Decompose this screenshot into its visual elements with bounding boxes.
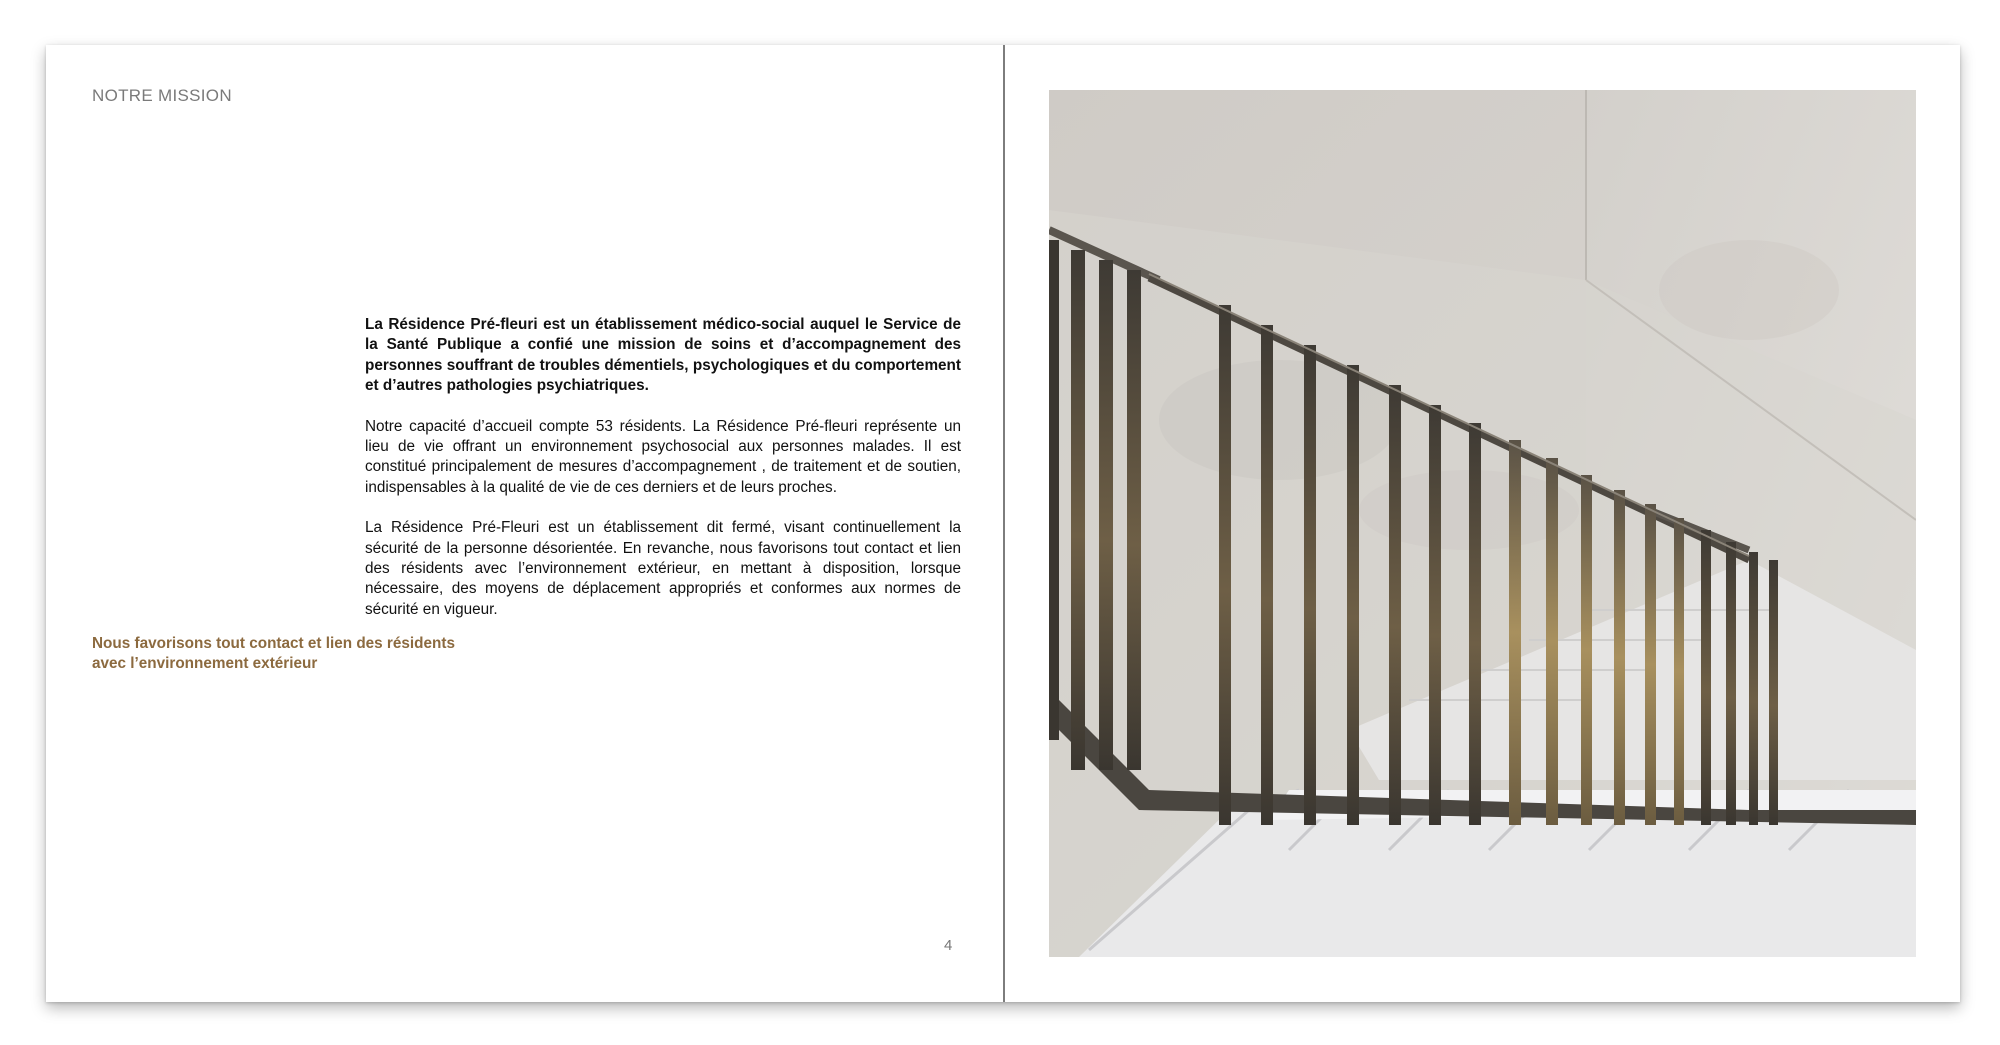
brochure-spread [46, 45, 1960, 1002]
page-gutter [1003, 45, 1005, 1002]
pull-quote: Nous favorisons tout contact et lien des résidents avec l’environnement extérieur [92, 635, 455, 673]
lead-paragraph: La Résidence Pré-fleuri est un établissement médico-social auquel le Service de la Santé Publique a confié une mission de soins et d’accompagnement des personnes souffrant de troubles démentiels, psychologiques et du comportement et d’autres pathologies psychiatriques. [365, 316, 961, 395]
staircase-railing-photo [1049, 90, 1916, 957]
staircase-illustration [1049, 90, 1916, 957]
body-text-column [365, 315, 961, 640]
section-title: NOTRE MISSION [92, 86, 232, 105]
body-paragraph: Notre capacité d’accueil compte 53 résidents. La Résidence Pré-fleuri représente un lieu de vie offrant un environnement psychosocial aux personnes malades. Il est constitué principalement de mesures d’accompagnement , de traitement et de soutien, indispensables à la qualité de vie de ces derniers et de leurs proches. [365, 417, 961, 496]
body-paragraph: La Résidence Pré-Fleuri est un établissement dit fermé, visant continuellement la sécurité de la personne désorientée. En revanche, nous favorisons tout contact et lien des résidents avec l’environnement extérieur, en mettant à disposition, lorsque nécessaire, des moyens de déplacement appropriés et conformes aux normes de sécurité en vigueur. [365, 519, 961, 618]
page-number: 4 [944, 937, 953, 954]
